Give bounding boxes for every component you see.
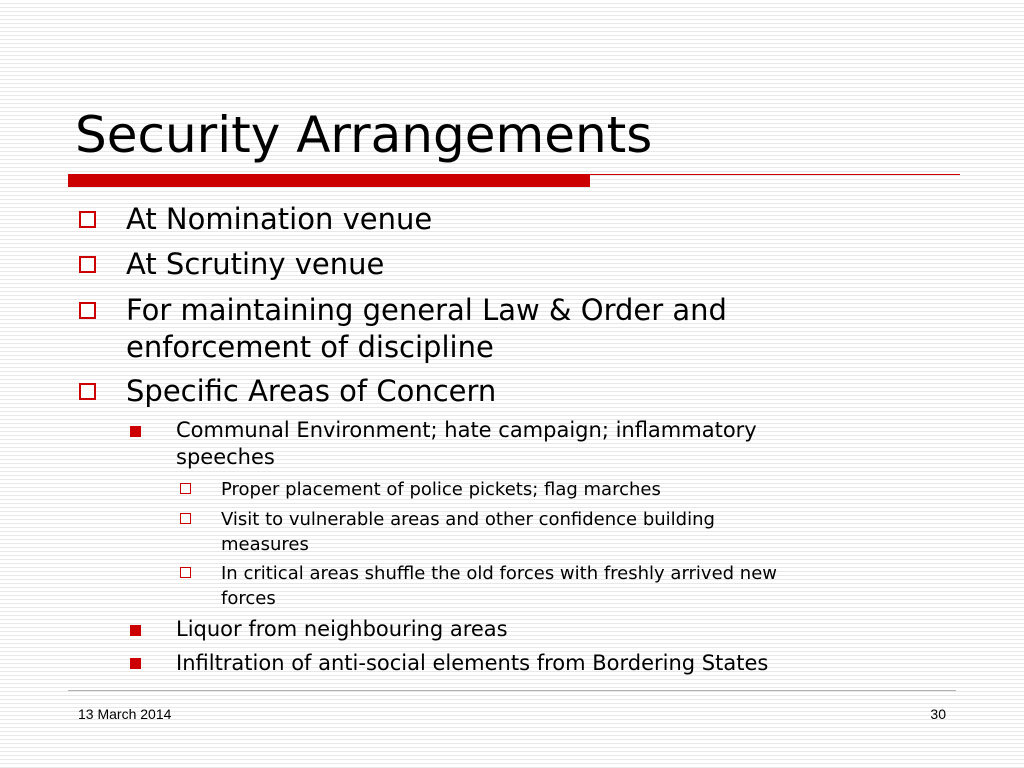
filled-square-bullet-icon: [130, 658, 141, 669]
hollow-square-bullet-icon: [180, 513, 191, 524]
hollow-square-bullet-icon: [79, 383, 96, 400]
hollow-square-bullet-icon: [79, 256, 96, 273]
hollow-square-bullet-icon: [180, 567, 191, 578]
bullet-item: Specific Areas of Concern: [126, 374, 497, 408]
sub-sub-bullet-item-continuation: forces: [221, 588, 276, 609]
bullet-item: At Scrutiny venue: [126, 247, 385, 281]
page-number: 30: [930, 706, 946, 722]
bullet-item: For maintaining general Law & Order and: [126, 293, 727, 327]
sub-bullet-item: Communal Environment; hate campaign; inflammatory: [176, 418, 757, 442]
filled-square-bullet-icon: [130, 625, 141, 636]
slide-title: Security Arrangements: [75, 106, 653, 164]
footer-date: 13 March 2014: [78, 706, 172, 722]
hollow-square-bullet-icon: [79, 211, 96, 228]
sub-bullet-item: Infiltration of anti-social elements from Bordering States: [176, 651, 769, 675]
sub-bullet-item: Liquor from neighbouring areas: [176, 617, 508, 641]
bullet-item: At Nomination venue: [126, 202, 433, 236]
sub-sub-bullet-item: Proper placement of police pickets; flag marches: [221, 479, 661, 500]
sub-sub-bullet-item: In critical areas shuffle the old forces with freshly arrived new: [221, 563, 778, 584]
footer-divider: [68, 690, 956, 691]
sub-sub-bullet-item-continuation: measures: [221, 534, 309, 555]
hollow-square-bullet-icon: [79, 302, 96, 319]
sub-sub-bullet-item: Visit to vulnerable areas and other confidence building: [221, 509, 715, 530]
hollow-square-bullet-icon: [180, 483, 191, 494]
bullet-item-continuation: enforcement of discipline: [126, 330, 494, 364]
sub-bullet-item-continuation: speeches: [176, 445, 275, 469]
filled-square-bullet-icon: [130, 426, 141, 437]
